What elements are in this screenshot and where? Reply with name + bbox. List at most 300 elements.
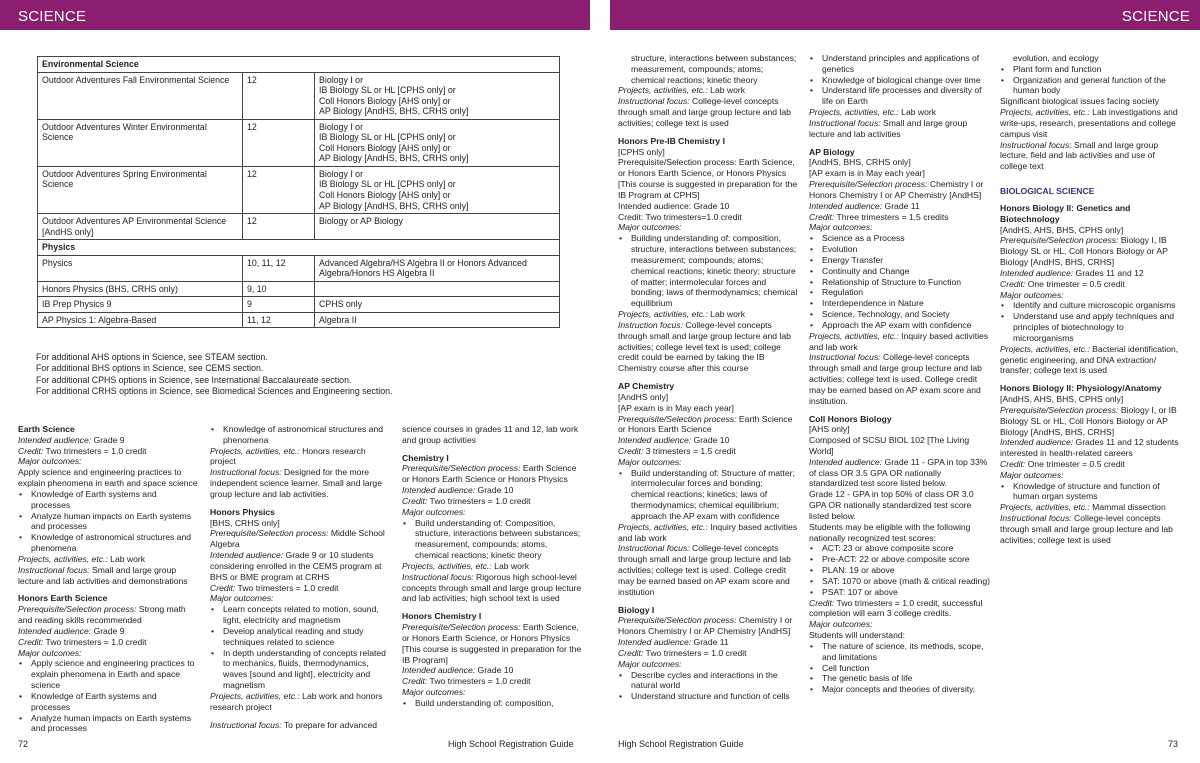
prerequisite-line: Coll Honors Biology [AHS only] or [319,142,451,153]
bullet-item: • Knowledge of Earth systems and processes [18,489,198,511]
body-text [1000,107,1184,139]
bullet-item: • Understand life processes and diversity of life on Earth [809,85,990,107]
prerequisite-cell [315,214,560,240]
course-name-cell: Physics [38,255,243,281]
outcomes-label: Major outcomes: [618,658,682,669]
body-text: Grade 12 - GPA in top 50% of class OR 3.0 GPA OR nationally standardized test score listed below. [809,489,974,521]
body-text: Credit: Two trimesters=1.0 credit [618,211,742,222]
field-label: Projects, activities, etc.: [1000,343,1090,354]
field-label: Credit: [1000,278,1026,289]
body-text [618,637,799,648]
course-heading: Honors Biology II: Physiology/Anatomy [1000,383,1162,394]
body-text: Significant biological issues facing society [1000,96,1160,107]
field-label: Credit: [210,582,236,593]
prerequisite-cell [315,72,560,119]
body-text [210,720,390,731]
body-text [402,572,582,604]
body-text: [AP exam is in May each year] [809,168,925,179]
body-text [1000,502,1184,513]
prerequisite-line: IB Biology SL or HL [CPHS only] or [319,132,456,143]
bullet-item: • Analyze human impacts on Earth systems and processes [18,511,198,533]
right-header-band [610,0,1200,30]
body-text [1000,279,1184,290]
course-heading: Honors Pre-IB Chemistry I [618,135,725,146]
right-page-number: 73 [1168,739,1179,749]
bullet-item: • Science as a Process [809,233,990,244]
course-name-cell: AP Physics 1: Algebra-Based [38,312,243,328]
outcomes-label: Major outcomes: [18,647,82,658]
body-text [618,522,799,544]
prerequisite-line: Biology I or [319,121,364,132]
field-value: Chemistry I or Honors Chemistry I or AP Chemistry [AndHS] [809,179,984,200]
field-value: Mammal dissection [1089,502,1166,513]
body-text [18,626,198,637]
bullet-item: • Identify and culture microscopic organisms [1000,300,1184,311]
body-text [210,550,390,582]
field-value: Grades 11 and 12 [1073,267,1144,278]
outcomes-label: Major outcomes: [618,222,682,233]
prerequisite-line: AP Biology [AndHS, BHS, CRHS only] [319,106,469,117]
body-text: science courses in grades 11 and 12, lab work and group activities [402,424,579,445]
body-text [210,446,390,468]
bullet-list [809,543,990,597]
right-section-title: SCIENCE [1121,8,1190,26]
bullet-item: • Knowledge of astronomical structures and phenomena [18,532,198,554]
outcomes-label: Major outcomes: [809,222,873,233]
course-table [37,56,560,328]
field-value: Lab work [491,560,530,571]
field-label: Projects, activities, etc.: [1000,502,1090,513]
field-value: Lab work [898,107,937,118]
field-value: Grade 11 - GPA in top 33% of class OR 3.5 GPA OR nationally standardized test score listed below. [809,456,988,489]
course-heading: AP Biology [809,146,855,157]
table-row [38,166,560,213]
bullet-item: • Building understanding of: composition, structure, interactions between substances; measurement; compounds; atoms; chemical reactions; kinetic theory; structure of matter; intermolecular forces and bonding; laws of thermodynamics; chemical equilibrium [618,233,799,309]
bullet-item: • ACT: 23 or above composite score [809,543,990,554]
body-text: Intended audience: Grade 10 [618,200,730,211]
field-label: Instructional focus: [809,352,881,363]
grades-cell: 12 [243,214,315,240]
prerequisite-cell [315,312,560,328]
body-text [1000,235,1184,267]
body-text: Apply science and engineering practices to explain phenomena in earth and space science [18,467,198,489]
field-value: Grade 9 or 10 students considering enrolled in the CEMS program at BHS or BME program at CRHS [210,550,382,582]
bullet-list [618,468,799,522]
bullet-item: • Understand use and apply techniques and principles of biotechnology to microorganisms [1000,311,1184,343]
note-line: For additional AHS options in Science, see STEAM section. [36,352,268,362]
grades-cell: 10, 11, 12 [243,255,315,281]
field-label: Credit: [618,445,644,456]
field-value: Earth Science or Honors Earth Science or Honors Physics [402,463,577,485]
body-text: [This course is suggested in preparation for the IB Program at CPHS] [618,179,798,200]
left-page-number: 72 [18,739,29,749]
bullet-list [618,233,799,309]
field-value: 3 trimesters = 1.5 credit [643,445,736,456]
field-value: Grade 10 [691,435,730,446]
course-name-cell: Outdoor Adventures AP Environmental Science [AndHS only] [38,214,243,240]
body-text [1000,459,1184,470]
left-footer-guide: High School Registration Guide [448,739,574,749]
bullet-item: • Plant form and function [1000,64,1184,75]
course-name-cell: Honors Physics (BHS, CRHS only) [38,281,243,297]
bullet-item: • Relationship of Structure to Function [809,277,990,288]
body-text [402,622,582,644]
field-label: Projects, activities, etc.: [210,445,300,456]
bullet-list [210,424,390,446]
outcomes-label: Major outcomes: [402,687,466,698]
prerequisite-line: Biology or AP Biology [319,216,403,227]
table-row [38,72,560,119]
bullet-item: • PLAN: 19 or above [809,565,990,576]
field-value: Honors research project [210,445,366,467]
field-value: Biology I, IB Biology SL or HL, Coll Honors Biology or AP Biology [AndHS, BHS, CRHS] [1000,235,1168,268]
bullet-item: • PSAT: 107 or above [809,587,990,598]
body-text [809,457,990,489]
note-line: For additional CRHS options in Science, see Biomedical Sciences and Engineering section. [36,386,393,397]
field-value: Earth Science, or Honors Earth Science, or Honors Physics [402,622,579,643]
field-value: Middle School Algebra [210,528,385,550]
table-row [38,297,560,313]
field-value: Designed for the more independent science learner. Small and large group lecture and lab activities. [210,467,382,499]
prerequisite-line: Algebra II [319,314,357,325]
body-text [1000,344,1184,376]
body-text [210,583,390,594]
bullet-item: • Build understanding of: Composition, structure, interactions between substances; measurement, compounds; atoms, chemical reactions; kinetic theory [402,518,582,561]
outcomes-label: Major outcomes: [18,456,82,467]
text-column-1 [18,424,198,734]
left-header-band [0,0,590,30]
right-footer-guide: High School Registration Guide [618,739,744,749]
field-value: Strong math and reading skills recommended [18,604,186,626]
bullet-item: • Pre-ACT: 22 or above composite score [809,554,990,565]
body-text [809,179,990,201]
field-label: Prerequisite/Selection process: [618,413,737,424]
bullet-list [809,233,990,330]
body-text [618,615,799,637]
course-name-cell: Outdoor Adventures Winter Environmental Science [38,119,243,166]
field-label: Intended audience: [1000,267,1074,278]
field-value: Bacterial identification, genetic engineering, and DNA extraction/ transfer; college text is used [1000,343,1179,376]
body-text [618,435,799,446]
field-value: Lab work [107,553,146,564]
bullet-item: • Cell function [809,663,990,674]
bullet-list [18,658,198,734]
field-value: Grade 10 [475,485,514,496]
body-text [402,463,582,485]
bullet-item: • Analyze human impacts on Earth systems and processes [18,713,198,735]
field-value: Lab work and honors research project [210,690,383,712]
field-label: Prerequisite/Selection process: [210,528,329,539]
bullet-item: • Knowledge of astronomical structures and phenomena [210,424,390,446]
field-label: Instructional focus: [618,96,690,107]
body-text: [AP exam is in May each year] [618,402,734,413]
field-value: To prepare for advanced [281,719,378,730]
bullet-item: • Understand principles and applications of genetics [809,53,990,75]
body-text [1000,437,1184,459]
body-text: [AndHS, AHS, BHS, CPHS only] [1000,394,1124,405]
prerequisite-cell [315,281,560,297]
field-label: Intended audience: [618,435,692,446]
field-label: Prerequisite/Selection process: [402,463,521,474]
bullet-item: • Apply science and engineering practices to explain phenomena in Earth and space science [18,658,198,690]
body-text: Prerequisite/Selection process: Earth Science, or Honors Earth Science, or Honors Physics [618,157,795,179]
field-label: Credit: [18,636,44,647]
outcomes-label: Major outcomes: [1000,469,1064,480]
body-text [402,665,582,676]
field-value: Small and large group lecture and lab activities and demonstrations [18,564,188,586]
field-label: Projects, activities, etc.: [18,553,108,564]
field-label: Projects, activities, etc.: [809,330,899,341]
bullet-item: • Knowledge of structure and function of human organ systems [1000,481,1184,503]
field-label: Intended audience: [210,550,284,561]
prerequisite-line: AP Biology [AndHS, BHS, CRHS only] [319,200,469,211]
body-text [210,467,390,499]
field-label: Prerequisite/Selection process: [402,622,521,633]
body-text: structure, interactions between substances; measurement, compounds; atoms; chemical reactions; kinetic theory [631,53,797,85]
bullet-item: • Knowledge of biological change over time [809,75,990,86]
field-value: Two trimesters = 1.0 credit [427,495,531,506]
table-section-row [38,57,560,73]
additional-options-notes [36,352,392,398]
field-value: Grade 10 [475,665,514,676]
bullet-item: • Organization and general function of the human body [1000,75,1184,97]
note-line: For additional BHS options in Science, see CEMS section. [36,363,264,374]
body-text [18,565,198,587]
grades-cell: 9, 10 [243,281,315,297]
field-value: Lab work [707,309,746,320]
prerequisite-cell [315,297,560,313]
field-label: Prerequisite/Selection process: [1000,404,1119,415]
prerequisite-cell [315,166,560,213]
field-label: Projects, activities, etc.: [1000,107,1090,118]
field-value: College-level concepts through small and large group lecture and lab activities; college text is used [618,96,791,128]
course-heading: Honors Earth Science [18,593,108,604]
field-value: Two trimesters = 1.0 credit [427,676,531,687]
bullet-item: • Regulation [809,287,990,298]
field-label: Credit: [18,445,44,456]
field-value: College-level concepts through small and large group lecture and lab activities; college level text is used; college credit could be earned by taking the IB Chemistry course after this course [618,319,791,374]
field-value: Chemistry I or Honors Chemistry I or AP Chemistry [AndHS] [618,615,793,637]
course-heading: Biology I [618,604,655,615]
body-text: Students may be eligible with the following nationally recognized test scores: [809,521,971,543]
field-value: Two trimesters = 1.0 credit [235,582,339,593]
outcomes-label: Major outcomes: [1000,289,1064,300]
course-heading: Honors Chemistry I [402,611,482,622]
body-text: [AndHS, AHS, BHS, CPHS only] [1000,224,1124,235]
body-text [618,446,799,457]
body-text [18,446,198,457]
body-text: [AHS only] [809,424,850,435]
field-label: Intended audience: [809,200,883,211]
field-label: Intended audience: [618,637,692,648]
bullet-list [210,604,390,691]
course-heading: Chemistry I [402,452,449,463]
bullet-item: • Energy Transfer [809,255,990,266]
field-label: Instructional focus: [210,467,282,478]
field-value: Two trimesters = 1.0 credit [643,647,747,658]
bullet-item: • The nature of science, its methods, scope, and limitations [809,641,990,663]
body-text [402,485,582,496]
prerequisite-line: Coll Honors Biology [AHS only] or [319,95,451,106]
body-text [1000,513,1184,545]
outcomes-label: Major outcomes: [210,593,274,604]
body-text [1000,268,1184,279]
course-heading: Coll Honors Biology [809,413,892,424]
prerequisite-line: CPHS only [319,299,363,310]
bullet-item: • Develop analytical reading and study techniques related to science [210,626,390,648]
course-name-cell: IB Prep Physics 9 [38,297,243,313]
field-label: Credit: [402,676,428,687]
field-label: Prerequisite/Selection process: [18,604,137,615]
prerequisite-line: IB Biology SL or HL [CPHS only] or [319,85,456,96]
field-value: Lab work [707,85,746,96]
field-value: Grade 11 [882,200,920,211]
course-name-cell: Outdoor Adventures Fall Environmental Science [38,72,243,119]
body-text [402,676,582,687]
body-text [18,604,198,626]
course-name-cell: Outdoor Adventures Spring Environmental Science [38,166,243,213]
subsection-heading: BIOLOGICAL SCIENCE [1000,186,1095,197]
body-text [618,543,799,597]
body-text [809,212,990,223]
field-label: Instructional focus: [18,564,90,575]
body-text: [BHS, CRHS only] [210,517,280,528]
body-text [402,496,582,507]
body-text [618,96,799,128]
field-label: Instructional focus: [402,571,474,582]
body-text [809,331,990,353]
field-value: Grade 9 [91,625,125,636]
field-value: Lab investigations and write-ups, research, presentations and college campus visit [1000,107,1178,139]
bullet-item: • Evolution [809,244,990,255]
prerequisite-line: IB Biology SL or HL [CPHS only] or [319,179,456,190]
field-value: Two trimesters = 1.0 credit, successful completion will earn 3 college credits. [809,597,983,619]
bullet-list [809,641,990,695]
field-label: Instructional focus: [809,117,881,128]
field-value: Three trimesters = 1.5 credits [834,211,949,222]
field-value: Grade 11 [691,637,729,648]
prerequisite-cell [315,119,560,166]
body-text [809,598,990,620]
body-text: [CPHS only] [618,146,665,157]
bullet-list [1000,64,1184,96]
field-label: Projects, activities, etc.: [618,85,708,96]
text-column-4 [618,53,799,702]
field-value: College-level concepts through small and large group lecture and lab activities; college text is used. College credit may be earned based on AP exam score and institution. [809,352,982,406]
field-label: Intended audience: [402,485,476,496]
body-text [809,118,990,140]
prerequisite-line: Advanced Algebra/HS Algebra II or Honors Advanced Algebra/Honors HS Algebra II [319,257,527,279]
field-value: Biology I, or IB Biology SL or HL, Coll Honors Biology or AP Biology [AndHS, BHS, CRHS] [1000,404,1177,437]
grades-cell: 12 [243,166,315,213]
field-label: Projects, activities, etc.: [809,107,899,118]
body-text: [AndHS, BHS, CRHS only] [809,157,911,168]
body-text [402,561,582,572]
body-text [809,201,990,212]
bullet-item: • In depth understanding of concepts related to mechanics, fluids, thermodynamics, waves [sound and light], electricity and magnetism [210,648,390,691]
bullet-list [1000,300,1184,343]
grades-cell: 9 [243,297,315,313]
bullet-item: • Build understanding of: composition, [402,698,582,709]
bullet-item: • Knowledge of Earth systems and processes [18,691,198,713]
field-label: Credit: [809,211,835,222]
text-column-2 [210,424,390,730]
body-text [18,637,198,648]
bullet-item: • SAT: 1070 or above (math & critical reading) [809,576,990,587]
outcomes-label: Major outcomes: [402,506,466,517]
text-column-3 [402,424,582,709]
table-section-row [38,240,560,256]
body-text [18,554,198,565]
body-text [618,309,799,320]
field-label: Projects, activities, etc.: [210,690,300,701]
body-text [809,107,990,118]
field-label: Intended audience: [809,456,883,467]
text-column-5 [809,53,990,695]
grades-cell: 12 [243,72,315,119]
bullet-item: • Science, Technology, and Society [809,309,990,320]
outcomes-label: Major outcomes: [618,456,682,467]
field-value: Inquiry based activities and lab work [618,521,798,543]
field-label: Projects, activities, etc.: [618,521,708,532]
body-text: Composed of SCSU BIOL 102 [The Living World] [809,435,970,456]
bullet-item: • Major concepts and theories of diversity, [809,684,990,695]
field-label: Instructional focus: [1000,513,1072,524]
course-heading: AP Chemistry [618,381,675,392]
field-label: Instructional focus: [210,719,282,730]
table-row [38,281,560,297]
field-label: Instruction focus: [618,319,683,330]
course-heading: Honors Biology II: Genetics and Biotechnology [1000,202,1131,224]
prerequisite-line [319,284,555,295]
field-value: Earth Science or Honors Earth Science [618,413,793,435]
body-text: evolution, and ecology [1013,53,1099,63]
body-text [1000,140,1184,172]
bullet-list [809,53,990,107]
field-value: Two trimesters = 1.0 credit [43,445,147,456]
prerequisite-line: Biology I or [319,74,364,85]
field-label: Projects, activities, etc.: [618,309,708,320]
body-text [618,85,799,96]
body-text: [This course is suggested in preparation for the IB Program] [402,643,582,665]
bullet-item: • Approach the AP exam with confidence [809,320,990,331]
field-label: Intended audience: [18,434,92,445]
field-value: One trimester = 0.5 credit [1025,458,1125,469]
field-label: Instructional focus: [1000,139,1072,150]
field-label: Credit: [402,495,428,506]
body-text [210,691,390,713]
table-row [38,119,560,166]
bullet-list [402,698,582,709]
text-column-6 [1000,53,1184,546]
body-text: [AndHS only] [618,391,669,402]
course-heading: Honors Physics [210,506,275,517]
bullet-item: • Learn concepts related to motion, sound, light, electricity and magnetism [210,604,390,626]
bullet-item: • Describe cycles and interactions in the natural world [618,670,799,692]
field-label: Prerequisite/Selection process: [618,615,737,626]
field-value: Small and large group lecture, field and lab activities and use of college text [1000,139,1159,172]
field-value: Inquiry based activities and lab work [809,330,989,352]
field-value: One trimester = 0.5 credit [1025,278,1125,289]
field-label: Credit: [1000,458,1026,469]
bullet-item: • Continuity and Change [809,266,990,277]
body-text [210,528,390,550]
table-row [38,214,560,240]
table-row [38,312,560,328]
prerequisite-cell [315,255,560,281]
body-text: Students will understand: [809,630,906,641]
outcomes-label: Major outcomes: [809,619,873,630]
